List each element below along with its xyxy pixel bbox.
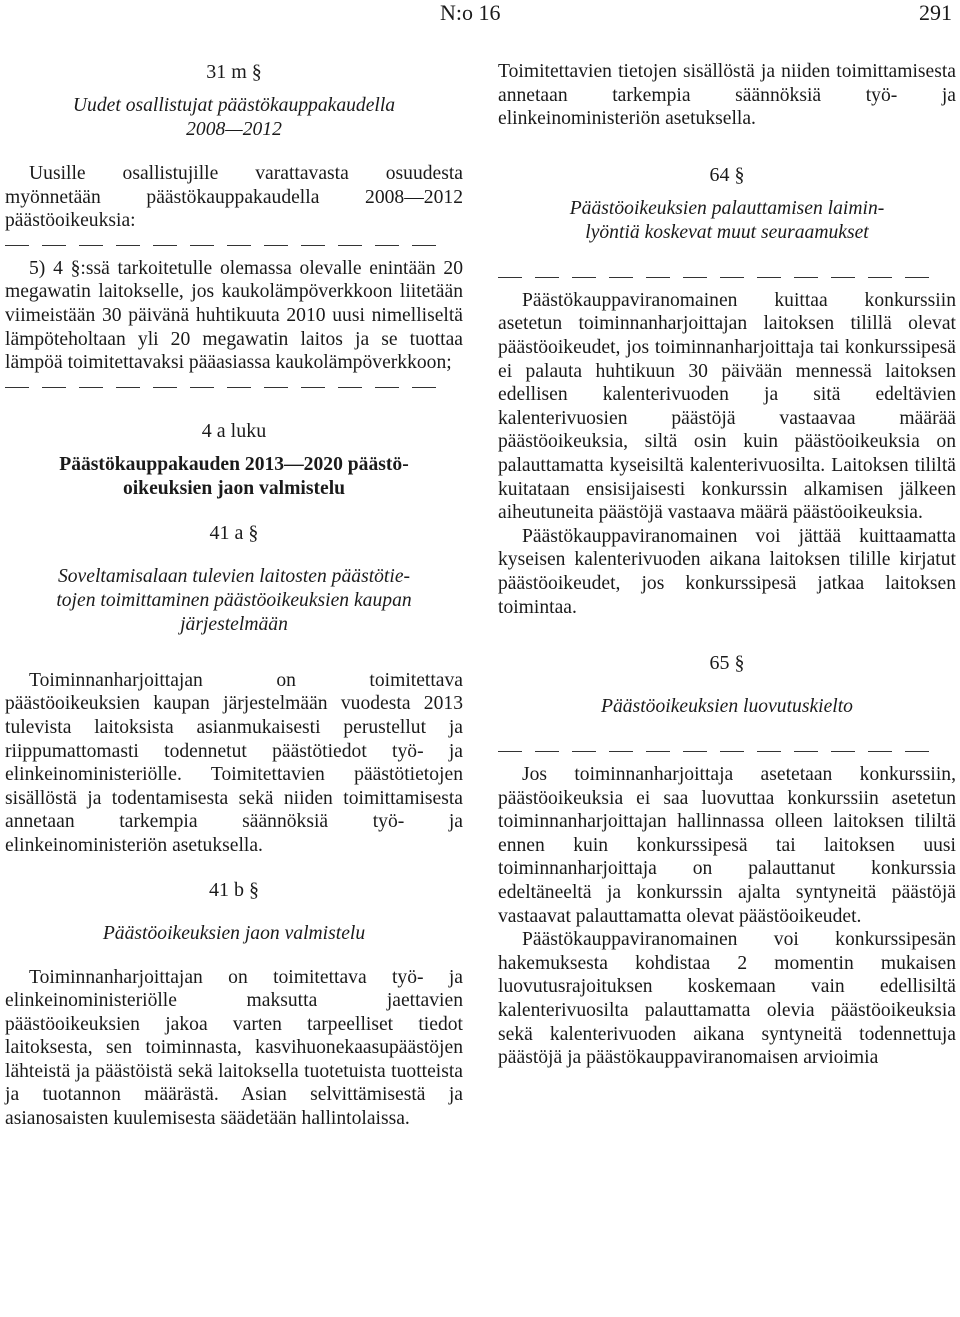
section-31m-title-line2: 2008—2012 bbox=[186, 119, 282, 140]
section-41a-title-line1: Soveltamisalaan tulevien laitosten päästötie- bbox=[57, 565, 411, 587]
omission-dashes bbox=[5, 375, 463, 399]
section-64-title-line1: Päästöoikeuksien palauttamisen laimin- bbox=[569, 197, 885, 219]
section-31m-number: 31 m § bbox=[206, 61, 262, 83]
paragraph: Toiminnanharjoittajan on toimitettava työ- ja elinkeinoministeriölle maksutta jaettavien päästöoikeuksien jakoa varten tarpeelliset tiedot laitoksesta, sen toiminnasta, kasvihuonekaasupäästöjen lähteistä ja päästöistä sekä laitoksella tuotetuista tuotteista ja tuotannon määrästä. Asian selvittämisestä ja asianosaisten kuulemisesta säädetään hallintolaissa. bbox=[5, 966, 463, 1130]
section-41b-title: Päästöoikeuksien jaon valmistelu bbox=[102, 922, 366, 944]
left-column bbox=[5, 60, 463, 1131]
section-65-number: 65 § bbox=[709, 652, 745, 675]
omission-dashes bbox=[498, 739, 956, 763]
paragraph: Toiminnanharjoittajan on toimitettava päästöoikeuksien kaupan järjestelmään vuodesta 2013 tulevista laitoksista asianmukaisesti perustellut ja riippumattomasti todennetut päästötiedot työ- ja elinkeinoministeriölle. Toimitettavien päästötietojen sisällöstä ja todentamisesta sekä niiden toimittamisesta annetaan tarkempia säännöksiä työ- ja elinkeinoministeriön asetuksella. bbox=[5, 669, 463, 856]
right-column bbox=[498, 60, 956, 1070]
paragraph: Päästökauppaviranomainen kuittaa konkurssiin asetetun toiminnanharjoittajan laitoksen tilillä olevat päästöoikeudet, jos toiminnanharjoittaja tai konkurssipesä ei palauta huhtikuun 30 päivään mennessä laitoksen edellisen kalenterivuoden ja sitä edeltävien kalenterivuosien päästöjä vastaavaa määrää päästöoikeuksia, siltä osin kuin päästöoikeuksia on palauttamatta kyseisiltä kalenterivuosilta. Laitoksen tililtä kuitataan ensisijaisesti konkurssin alkamisen jälkeen aiheutuneita päästöjä vastaava määrä päästöoikeuksia. bbox=[498, 289, 956, 524]
page-number: 291 bbox=[919, 0, 952, 25]
section-31m-title-line1: Uudet osallistujat päästökauppakaudella bbox=[72, 95, 396, 116]
section-64-title-line2: lyöntiä koskevat muut seuraamukset bbox=[585, 221, 869, 243]
chapter-number: 4 a luku bbox=[201, 419, 267, 442]
paragraph: Päästökauppaviranomainen voi konkurssipesän hakemuksesta kohdistaa 2 momentin mukaisen luovutusrajoituksen koskemaan vain edellisiltä kalenterivuosilta palauttamatta olevia päästöoikeuksia sekä kalenterivuoden aikana syntyneitä todennettuja päästöjä ja päästökauppaviranomaisen arvioimia bbox=[498, 929, 956, 1069]
paragraph: 5) 4 §:ssä tarkoitetulle olemassa olevalle enintään 20 megawatin laitokselle, jos kaukolämpöverkkoon liitetään viimeistään 30 päivänä huhtikuuta 2010 uusi nimelliseltä lämpöteholtaan yli 20 megawatin laitos ja se tuottaa lämpöä toimitettavaksi pääasiassa kaukolämpöverkkoon; bbox=[5, 257, 463, 374]
omission-dashes bbox=[5, 233, 463, 257]
section-64-number: 64 § bbox=[709, 163, 745, 186]
section-41a-number: 41 a § bbox=[209, 521, 259, 544]
paragraph: Jos toiminnanharjoittaja asetetaan konkurssiin, päästöoikeuksia ei saa luovuttaa konkurssiin asetetun toiminnanharjoittajan hallinnassa olleen laitoksen tililtä ennen kuin konkurssipesä tai laitoksen uusi toiminnanharjoittaja on palauttanut konkurssia edeltäneeltä ja konkurssin ajalta syntyneitä päästöjä vastaavat palauttamatta olevat päästöoikeudet. bbox=[498, 764, 956, 927]
page-header bbox=[0, 0, 960, 30]
omission-dashes bbox=[498, 265, 956, 289]
chapter-title-line1: Päästökauppakauden 2013—2020 päästö- bbox=[59, 453, 409, 475]
section-41a-title-line3: järjestelmään bbox=[180, 613, 288, 635]
paragraph: Päästökauppaviranomainen voi jättää kuittaamatta kyseisen kalenterivuoden aikana laitoksen tilille kirjatut päästöoikeudet, jos konkurssipesä jatkaa laitoksen toimintaa. bbox=[498, 525, 956, 618]
paragraph: Uusille osallistujille varattavasta osuudesta myönnetään päästökauppakaudella 2008—2012 päästöoikeuksia: bbox=[5, 163, 463, 232]
issue-number: N:o 16 bbox=[440, 0, 501, 25]
paragraph: Toimitettavien tietojen sisällöstä ja niiden toimittamisesta annetaan tarkempia säännöksiä työ- ja elinkeinoministeriön asetuksella. bbox=[498, 61, 956, 130]
section-65-title: Päästöoikeuksien luovutuskielto bbox=[601, 696, 853, 718]
chapter-title-line2: oikeuksien jaon valmistelu bbox=[122, 477, 346, 499]
section-41b-number: 41 b § bbox=[209, 878, 259, 901]
section-41a-title-line2: tojen toimittaminen päästöoikeuksien kaupan bbox=[56, 589, 412, 611]
